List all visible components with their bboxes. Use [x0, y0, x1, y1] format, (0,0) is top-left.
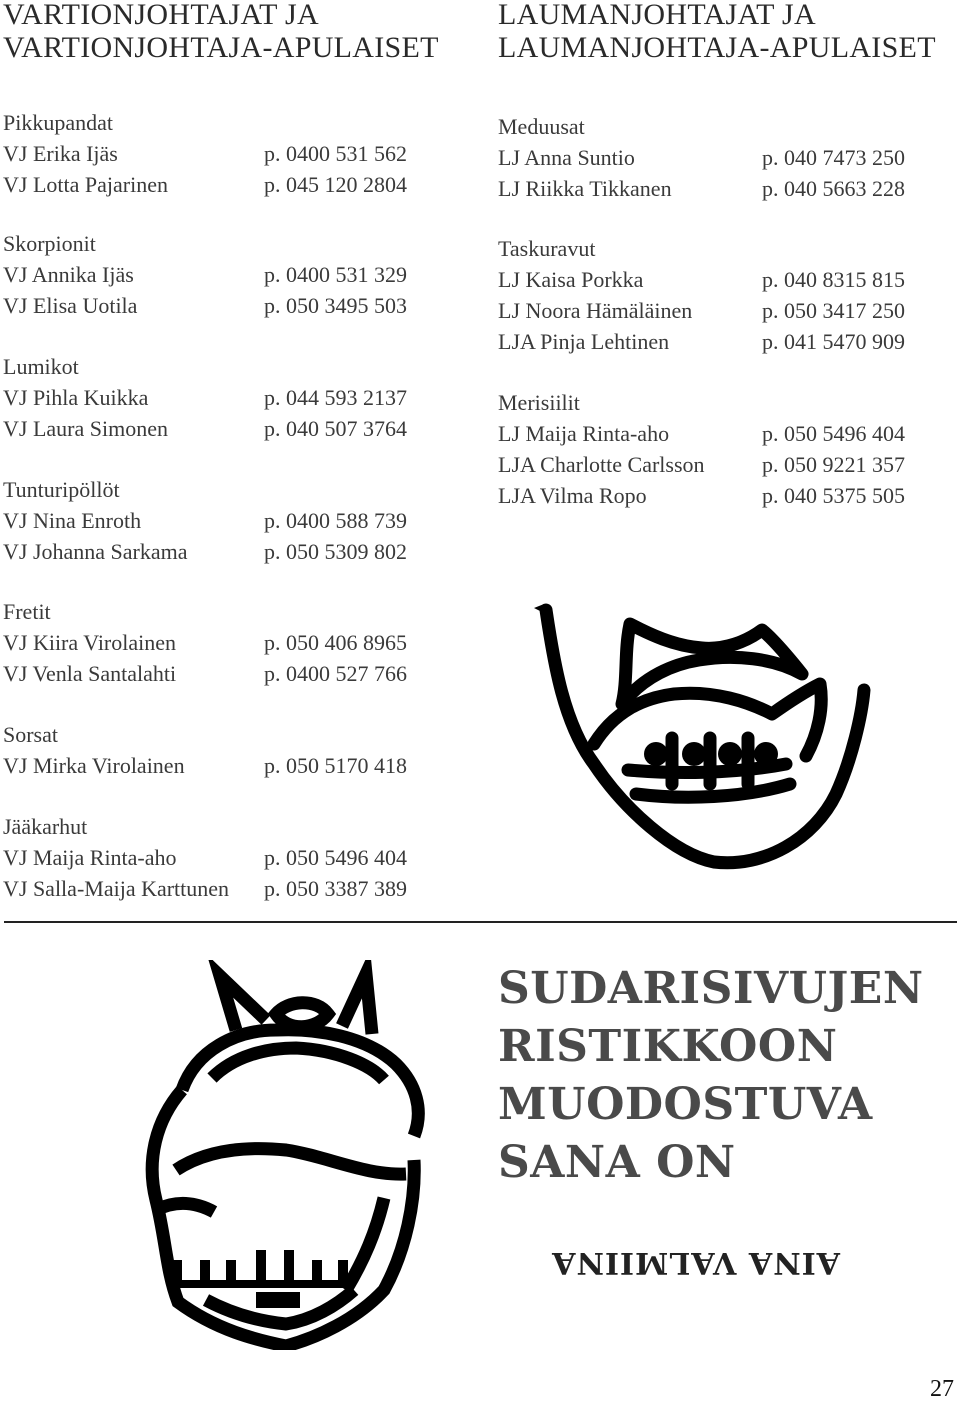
contact-row: [3, 414, 407, 445]
contact-phone: p. 050 406 8965: [264, 630, 407, 655]
pack-group-merisiilit: [498, 388, 905, 512]
contact-name: VJ Nina Enroth: [3, 508, 142, 533]
group-title: Tunturipöllöt: [3, 477, 120, 502]
contact-phone: p. 050 3417 250: [762, 298, 905, 323]
group-title: Skorpionit: [3, 231, 96, 256]
crossword-headline: [498, 960, 924, 1192]
page-number: 27: [930, 1376, 954, 1402]
contact-name: VJ Maija Rinta-aho: [3, 845, 177, 870]
contact-name: VJ Erika Ijäs: [3, 141, 118, 166]
contact-phone: p. 050 5309 802: [264, 539, 407, 564]
contact-phone: p. 044 593 2137: [264, 385, 407, 410]
patrol-group-pikkupandat: [3, 108, 407, 201]
section-divider: [4, 921, 957, 923]
contact-row: [3, 506, 407, 537]
contact-phone: p. 040 7473 250: [762, 145, 905, 170]
headline-line-3: MUODOSTUVA: [498, 1079, 873, 1130]
contact-phone: p. 050 9221 357: [762, 452, 905, 477]
right-heading-line-1: LAUMANJOHTAJAT JA: [498, 0, 816, 31]
contact-phone: p. 0400 588 739: [264, 508, 407, 533]
patrol-group-tunturipollot: [3, 475, 407, 568]
contact-name: VJ Elisa Uotila: [3, 293, 138, 318]
contact-row: [498, 327, 905, 358]
contact-name: VJ Kiira Virolainen: [3, 630, 177, 655]
contact-name: VJ Salla-Maija Karttunen: [3, 876, 230, 901]
contact-name: VJ Mirka Virolainen: [3, 753, 185, 778]
contact-row: [498, 481, 905, 512]
contact-name: VJ Lotta Pajarinen: [3, 172, 168, 197]
pack-group-meduusat: [498, 112, 905, 205]
contact-phone: p. 041 5470 909: [762, 329, 905, 354]
group-title: Jääkarhut: [3, 814, 88, 839]
contact-row: [3, 537, 407, 568]
headline-line-4: SANA ON: [498, 1137, 736, 1188]
contact-name: LJA Pinja Lehtinen: [498, 329, 670, 354]
contact-name: VJ Johanna Sarkama: [3, 539, 188, 564]
viking-ship-emblem-icon: [524, 594, 872, 884]
contact-row: [3, 843, 407, 874]
contact-row: [3, 751, 407, 782]
contact-row: [3, 874, 407, 905]
left-column-heading: [3, 0, 439, 64]
group-title: Meduusat: [498, 114, 585, 139]
patrol-group-sorsat: [3, 720, 407, 782]
contact-phone: p. 040 5663 228: [762, 176, 905, 201]
left-heading-line-1: VARTIONJOHTAJAT JA: [3, 0, 319, 31]
contact-row: [498, 174, 905, 205]
patrol-group-skorpionit: [3, 229, 407, 322]
contact-row: [498, 143, 905, 174]
group-title: Sorsat: [3, 722, 58, 747]
contact-row: [3, 383, 407, 414]
contact-name: LJ Anna Suntio: [498, 145, 635, 170]
group-title: Taskuravut: [498, 236, 596, 261]
contact-row: [3, 260, 407, 291]
contact-row: [3, 170, 407, 201]
contact-phone: p. 050 3495 503: [264, 293, 407, 318]
patrol-group-fretit: [3, 597, 407, 690]
contact-row: [3, 139, 407, 170]
contact-row: [498, 296, 905, 327]
contact-phone: p. 040 8315 815: [762, 267, 905, 292]
contact-name: LJ Maija Rinta-aho: [498, 421, 670, 446]
contact-name: VJ Annika Ijäs: [3, 262, 134, 287]
headline-line-1: SUDARISIVUJEN: [498, 963, 924, 1014]
patrol-group-lumikot: [3, 352, 407, 445]
contact-name: VJ Pihla Kuikka: [3, 385, 149, 410]
contact-phone: p. 0400 531 329: [264, 262, 407, 287]
right-column-heading: [498, 0, 936, 64]
headline-line-2: RISTIKKOON: [498, 1021, 838, 1072]
contact-phone: p. 050 3387 389: [264, 876, 407, 901]
upside-down-answer: AINA VALMIINA: [551, 1245, 840, 1280]
right-heading-line-2: LAUMANJOHTAJA-APULAISET: [498, 31, 936, 64]
contact-phone: p. 040 507 3764: [264, 416, 407, 441]
contact-phone: p. 0400 527 766: [264, 661, 407, 686]
group-title: Merisiilit: [498, 390, 580, 415]
contact-name: VJ Venla Santalahti: [3, 661, 177, 686]
pack-group-taskuravut: [498, 234, 905, 358]
contact-phone: p. 050 5496 404: [762, 421, 905, 446]
contact-phone: p. 0400 531 562: [264, 141, 407, 166]
contact-name: LJ Noora Hämäläinen: [498, 298, 693, 323]
contact-row: [3, 291, 407, 322]
contact-name: LJA Charlotte Carlsson: [498, 452, 705, 477]
contact-name: LJA Vilma Ropo: [498, 483, 647, 508]
contact-row: [498, 450, 905, 481]
contact-name: LJ Riikka Tikkanen: [498, 176, 672, 201]
contact-row: [3, 659, 407, 690]
contact-row: [498, 265, 905, 296]
group-title: Lumikot: [3, 354, 79, 379]
group-title: Fretit: [3, 599, 51, 624]
patrol-group-jaakarhut: [3, 812, 407, 905]
left-heading-line-2: VARTIONJOHTAJA-APULAISET: [3, 31, 439, 64]
contact-name: VJ Laura Simonen: [3, 416, 168, 441]
contact-name: LJ Kaisa Porkka: [498, 267, 644, 292]
group-title: Pikkupandat: [3, 110, 113, 135]
contact-phone: p. 040 5375 505: [762, 483, 905, 508]
contact-row: [3, 628, 407, 659]
contact-phone: p. 050 5496 404: [264, 845, 407, 870]
contact-phone: p. 050 5170 418: [264, 753, 407, 778]
contact-phone: p. 045 120 2804: [264, 172, 407, 197]
scarf-emblem-icon: [116, 960, 456, 1350]
contact-row: [498, 419, 905, 450]
